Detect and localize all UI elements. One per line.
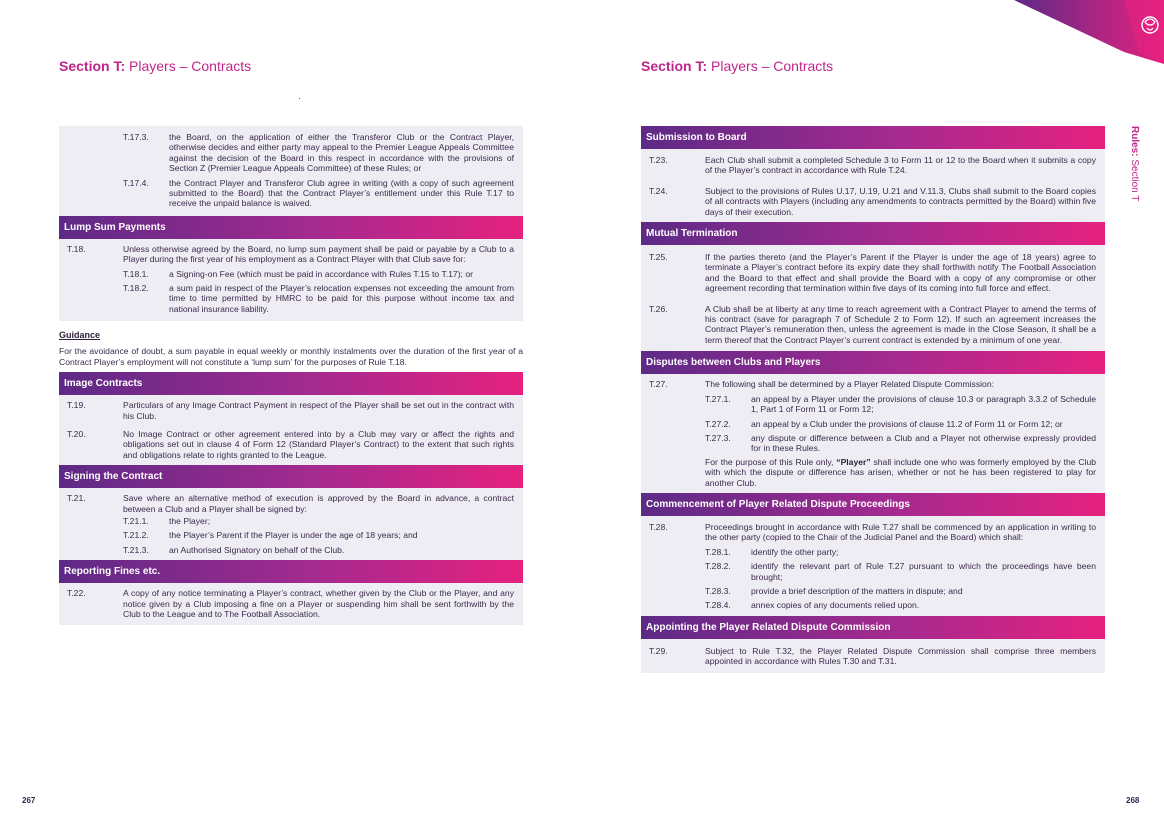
page-number-right: 268 (1126, 796, 1140, 805)
heading-signing: Signing the Contract (59, 465, 523, 488)
left-column (59, 126, 523, 625)
mutual-termination-section: T.25. If the parties thereto (and the Player’s Parent if the Player is under the age of 18 years) agree to terminate a Player’s contract before its expiry date they shall forthwith notify The Football Association and the Board to that effect and shall provide the Board with a copy of any compromise or other agreement recording that termination within five days of its coming into full force and effect. T.26. A Club shall be at liberty at any time to reach agreement with a Contract Player to amend the terms of his contract (save for paragraph 7 of Schedule 2 to Form 12). If such an agreement increases the Contract Player’s remuneration then, unless the agreement is made in the Close Season, it shall be a term thereof that the Contract Player’s current contract is extended by a minimum of one year. (641, 245, 1105, 351)
page-title-left: Section T: Players – Contracts (59, 58, 252, 74)
stray-mark (299, 98, 300, 99)
side-tab: Rules: Section T (1129, 126, 1140, 202)
heading-mutual-termination: Mutual Termination (641, 222, 1105, 245)
t17-continuation: T.17.3. the Board, on the application of either the Transferor Club or the Contract Player, otherwise decides and either party may appeal to the Premier League Appeals Committee against the decision of the Board in this respect in accordance with the provisions of Section Z (Premier League Appeals Committee) of these Rules; or T.17.4. the Contract Player and Transferor Club agree in writing (with a copy of such agreement submitted to the Board) that the Contract Player’s entitlement under this Rule T.17 to receive the unpaid balance is waived. (59, 126, 523, 216)
heading-reporting-fines: Reporting Fines etc. (59, 560, 523, 583)
submission-section: T.23. Each Club shall submit a completed Schedule 3 to Form 11 or 12 to the Board when it submits a copy of the Player’s contract in accordance with Rule T.24. T.24. Subject to the provisions of Rules U.17, U.19, U.21 and V.11.3, Clubs shall submit to the Board copies of all contracts with Players (including any amendments to contracts permitted by the Board) within five days of their execution. (641, 149, 1105, 222)
heading-commencement: Commencement of Player Related Dispute Proceedings (641, 493, 1105, 516)
corner-logo-banner (1014, 0, 1164, 70)
heading-disputes: Disputes between Clubs and Players (641, 351, 1105, 374)
lump-sum-section: T.18. Unless otherwise agreed by the Board, no lump sum payment shall be paid or payable by a Club to a Player during the first year of his employment as a Contract Player with that Club save for: T.18.1. a Signing-on Fee (which must be paid in accordance with Rules T.15 to T.17); or T.18.2. a sum paid in respect of the Player’s relocation expenses not exceeding the amount from time to time permitted by HMRC to be paid for this purpose without income tax and national insurance liability. (59, 239, 523, 321)
heading-submission: Submission to Board (641, 126, 1105, 149)
guidance-text: For the avoidance of doubt, a sum payable in equal weekly or monthly instalments over the duration of the first year of a Contract Player’s employment will not constitute a ‘lump sum’ for the purposes of Rule T.18. (59, 346, 523, 367)
heading-image-contracts: Image Contracts (59, 372, 523, 395)
heading-appointing: Appointing the Player Related Dispute Commission (641, 616, 1105, 639)
right-column (641, 126, 1105, 673)
appointing-section: T.29. Subject to Rule T.32, the Player Related Dispute Commission shall comprise three members appointed in accordance with Rules T.30 and T.31. (641, 639, 1105, 673)
image-contracts-section: T.19. Particulars of any Image Contract Payment in respect of the Player shall be set out in the contract with his Club. T.20. No Image Contract or other agreement entered into by a Club may vary or affect the rights and obligations set out in clause 4 of Form 12 (Standard Player’s Contract) to the extent that such rights and obligations relate to rights granted to the League. (59, 395, 523, 465)
signing-section: T.21. Save where an alternative method of execution is approved by the Board in advance, a contract between a Club and a Player shall be signed by: T.21.1. the Player; T.21.2. the Player’s Parent if the Player is under the age of 18 years; and T.21.3. an Authorised Signatory on behalf of the Club. (59, 488, 523, 560)
page-number-left: 267 (22, 796, 36, 805)
reporting-fines-section: T.22. A copy of any notice terminating a Player’s contract, whether given by the Club or the Player, and any notice given by a Club imposing a fine on a Player or suspending him shall be sent forthwith by the Club to the League and to The Football Association. (59, 583, 523, 625)
guidance-title: Guidance (59, 330, 101, 341)
heading-lump-sum: Lump Sum Payments (59, 216, 523, 239)
commencement-section: T.28. Proceedings brought in accordance with Rule T.27 shall be commenced by an application in writing to the other party (copied to the Chair of the Judicial Panel and the Board) which shall: T.28.1. identify the other party; T.28.2. identify the relevant part of Rule T.27 pursuant to which the proceedings have been brought; T.28.3. provide a brief description of the matters in dispute; and T.28.4. annex copies of any documents relied upon. (641, 516, 1105, 616)
disputes-section: T.27. The following shall be determined by a Player Related Dispute Commission: T.27.1. an appeal by a Player under the provisions of clause 10.3 or paragraph 3.3.2 of Schedule 1, Part 1 of Form 11 or Form 12; T.27.2. an appeal by a Club under the provisions of clause 11.2 of Form 11 or Form 12; or T.27.3. any dispute or difference between a Club and a Player not otherwise expressly provided for in these Rules. For the purpose of this Rule only, “Player” shall include one who was formerly employed by the Club with which the dispute or difference has arisen, whether or not he has been registered to play for another Club. (641, 374, 1105, 493)
page-title-right: Section T: Players – Contracts (641, 58, 834, 74)
guidance-block (59, 321, 523, 367)
